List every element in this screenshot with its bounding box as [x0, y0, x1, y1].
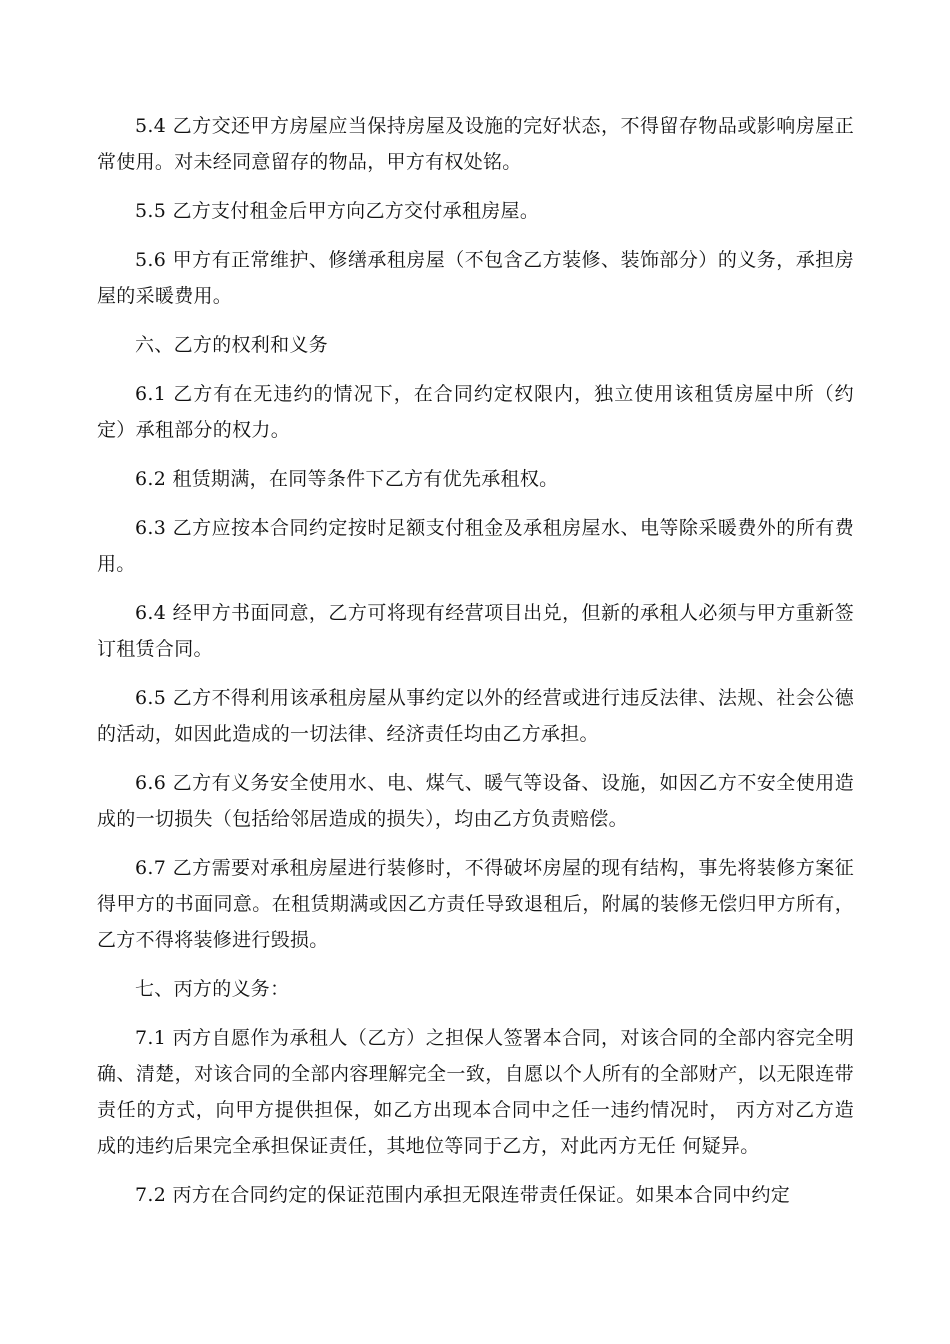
clause-6-5: 6.5 乙方不得利用该承租房屋从事约定以外的经营或进行违反法律、法规、社会公德的活动，如因此造成的一切法律、经济责任均由乙方承担。 [97, 687, 854, 745]
section-heading-7: 七、丙方的义务： [135, 978, 290, 1000]
clause-6-7: 6.7 乙方需要对承租房屋进行装修时，不得破坏房屋的现有结构，事先将装修方案征得甲方的书面同意。在租赁期满或因乙方责任导致退租后，附属的装修无偿归甲方所有，乙方不得将装修进行毁损。 [97, 857, 854, 951]
clause-6-3: 6.3 乙方应按本合同约定按时足额支付租金及承租房屋水、电等除采暖费外的所有费用。 [97, 517, 854, 575]
contract-page [97, 108, 854, 1213]
clause-7-2: 7.2 丙方在合同约定的保证范围内承担无限连带责任保证。如果本合同中约定 [135, 1184, 791, 1206]
clause-6-1: 6.1 乙方有在无违约的情况下，在合同约定权限内，独立使用该租赁房屋中所（约定）承租部分的权力。 [97, 383, 854, 441]
clause-5-5: 5.5 乙方支付租金后甲方向乙方交付承租房屋。 [135, 200, 540, 222]
clause-5-4: 5.4 乙方交还甲方房屋应当保持房屋及设施的完好状态，不得留存物品或影响房屋正常使用。对未经同意留存的物品，甲方有权处铭。 [97, 115, 854, 173]
clause-6-4: 6.4 经甲方书面同意，乙方可将现有经营项目出兑，但新的承租人必须与甲方重新签订租赁合同。 [97, 602, 854, 660]
section-heading-6: 六、乙方的权利和义务 [135, 334, 329, 356]
clause-5-6: 5.6 甲方有正常维护、修缮承租房屋（不包含乙方装修、装饰部分）的义务，承担房屋的采暖费用。 [97, 249, 854, 307]
clause-7-1: 7.1 丙方自愿作为承租人（乙方）之担保人签署本合同，对该合同的全部内容完全明确、清楚，对该合同的全部内容理解完全一致，自愿以个人所有的全部财产，以无限连带责任的方式，向甲方提供担保，如乙方出现本合同中之任一违约情况时， 丙方对乙方造成的违约后果完全承担保证责任，其地位等同于乙方，对此丙方无任 何疑异。 [97, 1027, 854, 1157]
clause-6-6: 6.6 乙方有义务安全使用水、电、煤气、暖气等设备、设施，如因乙方不安全使用造成的一切损失（包括给邻居造成的损失），均由乙方负责赔偿。 [97, 772, 854, 830]
clause-6-2: 6.2 租赁期满，在同等条件下乙方有优先承租权。 [135, 468, 559, 490]
